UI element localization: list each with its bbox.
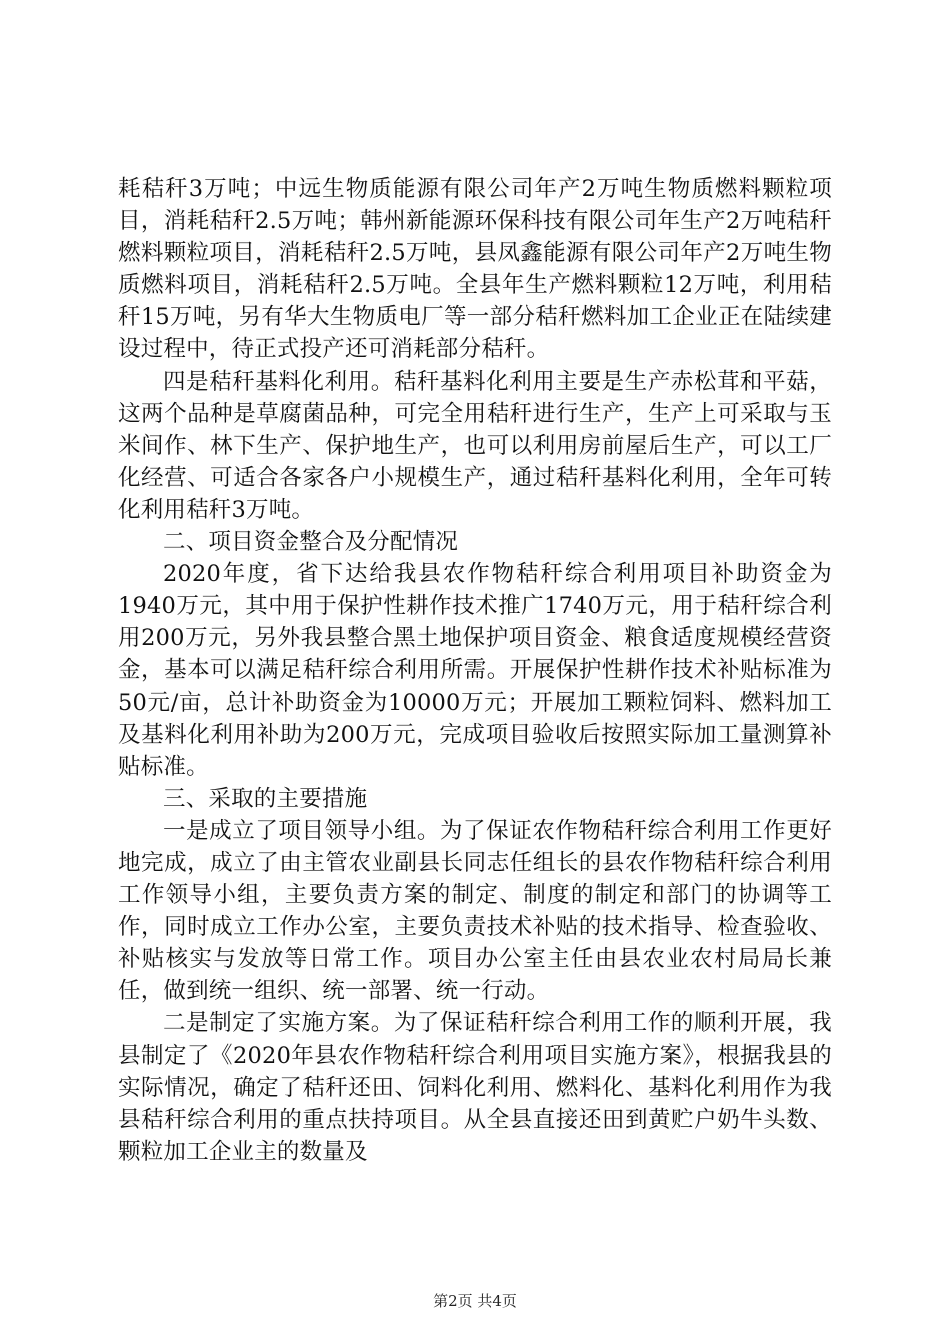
paragraph-leadership-group: 一是成立了项目领导小组。为了保证农作物秸秆综合利用工作更好地完成，成立了由主管农业副县长同志任组长的县农作物秸秆综合利用工作领导小组，主要负责方案的制定、制度的制定和部门的协调等工作，同时成立工作办公室，主要负责技术补贴的技术指导、检查验收、补贴核实与发放等日常工作。项目办公室主任由县农业农村局局长兼任，做到统一组织、统一部署、统一行动。 — [118, 817, 832, 1005]
paragraph-continuation: 耗秸秆3万吨；中远生物质能源有限公司年产2万吨生物质燃料颗粒项目，消耗秸秆2.5万吨；韩州新能源环保科技有限公司年生产2万吨秸秆燃料颗粒项目，消耗秸秆2.5万吨，县凤鑫能源有限公司年产2万吨生物质燃料项目，消耗秸秆2.5万吨。全县年生产燃料颗粒12万吨，利用秸秆15万吨，另有华大生物质电厂等一部分秸秆燃料加工企业正在陆续建设过程中，待正式投产还可消耗部分秸秆。 — [118, 176, 832, 363]
page-footer: 第2页 共4页 — [433, 1292, 517, 1310]
paragraph-straw-substrate-use: 四是秸秆基料化利用。秸秆基料化利用主要是生产赤松茸和平菇，这两个品种是草腐菌品种，可完全用秸秆进行生产，生产上可采取与玉米间作、林下生产、保护地生产，也可以利用房前屋后生产，可以工厂化经营、可适合各家各户小规模生产，通过秸秆基料化利用，全年可转化利用秸秆3万吨。 — [118, 368, 832, 523]
document-body — [118, 173, 832, 1168]
section-heading-funding: 二、项目资金整合及分配情况 — [163, 529, 459, 556]
section-heading-measures: 三、采取的主要措施 — [163, 785, 368, 812]
paragraph-funding: 2020年度，省下达给我县农作物秸秆综合利用项目补助资金为1940万元，其中用于保护性耕作技术推广1740万元，用于秸秆综合利用200万元，另外我县整合黑土地保护项目资金、粮食适度规模经营资金，基本可以满足秸秆综合利用所需。开展保护性耕作技术补贴标准为50元/亩，总计补助资金为10000万元；开展加工颗粒饲料、燃料加工及基料化利用补助为200万元，完成项目验收后按照实际加工量测算补贴标准。 — [118, 561, 832, 780]
paragraph-implementation-plan: 二是制定了实施方案。为了保证秸秆综合利用工作的顺利开展，我县制定了《2020年县农作物秸秆综合利用项目实施方案》，根据我县的实际情况，确定了秸秆还田、饲料化利用、燃料化、基料化利用作为我县秸秆综合利用的重点扶持项目。从全县直接还田到黄贮户奶牛头数、颗粒加工企业主的数量及 — [118, 1010, 832, 1165]
